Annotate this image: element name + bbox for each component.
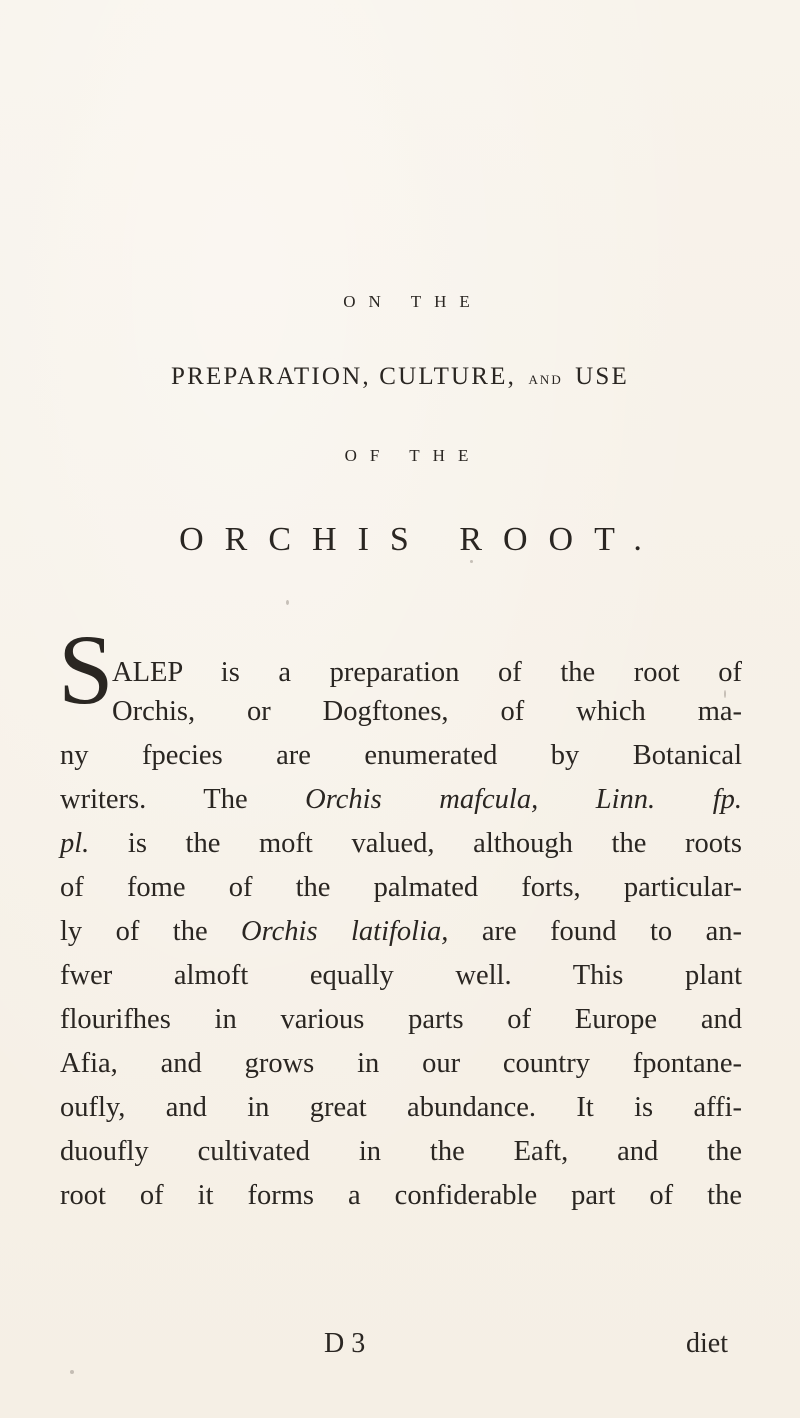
text-line: ALEP is a preparation of the root of [112,657,742,688]
heading-orchis-root: ORCHIS ROOT. [179,521,663,558]
heading-of-the: OF THE [344,446,482,465]
italic-sp: fp. [712,784,743,815]
drop-cap-letter: S [58,614,114,725]
heading-main-part-a: PREPARATION, CULTURE, [170,363,517,390]
italic-linn: Linn. [595,784,656,815]
text-line: root of it forms a confiderable part of the [60,1180,742,1211]
paper-speck [470,560,473,563]
catchword: diet [686,1328,728,1359]
text-line: writers. The Orchis mafcula, Linn. fp. [60,784,743,815]
italic-orchis-latifolia: Orchis latifolia, [241,916,449,947]
text-line: of fome of the palmated forts, particular- [60,872,742,903]
heading-preparation-culture-use [0,363,800,391]
paper-speck [70,1370,74,1374]
text-line: oufly, and in great abundance. It is affi- [60,1092,742,1123]
paper-speck [286,600,289,605]
italic-orchis-mascula: Orchis mafcula, [305,784,539,815]
heading-main-part-b: USE [575,363,630,390]
signature-mark: D 3 [324,1328,366,1359]
text-line: flourifhes in various parts of Europe and [60,1004,742,1035]
text-line: pl. is the moft valued, although the roots [60,828,742,859]
paper-speck [724,690,726,698]
text-line: duoufly cultivated in the Eaft, and the [60,1136,742,1167]
text-line: ny fpecies are enumerated by Botanical [60,740,742,771]
heading-and: AND [528,372,563,387]
text-line: fwer almoft equally well. This plant [60,960,742,991]
text-line: ly of the Orchis latifolia, are found to an- [60,916,742,947]
heading-on-the: ON THE [343,292,483,311]
text-line: Orchis, or Dogftones, of which ma- [112,696,742,727]
text-line: Afia, and grows in our country fpontane- [60,1048,742,1079]
italic-pl: pl. [60,828,90,859]
